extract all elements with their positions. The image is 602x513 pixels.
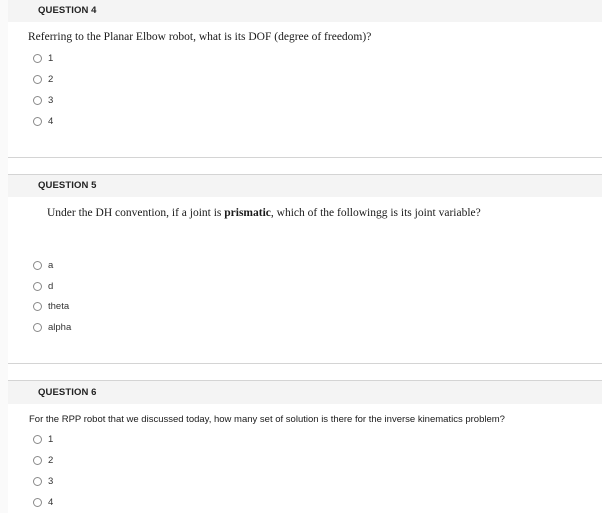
- option-label: 1: [48, 52, 54, 64]
- prompt-bold-term: prismatic: [224, 207, 271, 219]
- radio-button[interactable]: [33, 282, 42, 291]
- radio-button[interactable]: [33, 323, 42, 332]
- separator: [8, 363, 602, 364]
- option-label: d: [48, 280, 54, 292]
- question-4-option-3[interactable]: [33, 93, 53, 107]
- question-6-header-band: [8, 380, 602, 404]
- separator: [8, 157, 602, 158]
- question-5-option-theta[interactable]: [33, 299, 69, 313]
- question-6-heading: QUESTION 6: [38, 387, 97, 398]
- option-label: 3: [48, 475, 54, 487]
- option-label: 4: [48, 496, 54, 508]
- radio-button[interactable]: [33, 96, 42, 105]
- question-6-option-1[interactable]: [33, 432, 53, 446]
- question-6-option-2[interactable]: [33, 453, 53, 467]
- option-label: 3: [48, 94, 54, 106]
- option-label: 2: [48, 454, 54, 466]
- question-5-heading: QUESTION 5: [38, 180, 97, 191]
- radio-button[interactable]: [33, 477, 42, 486]
- radio-button[interactable]: [33, 54, 42, 63]
- option-label: theta: [48, 300, 70, 312]
- radio-button[interactable]: [33, 75, 42, 84]
- question-4-prompt: Referring to the Planar Elbow robot, what is its DOF (degree of freedom)?: [28, 31, 372, 43]
- option-label: 1: [48, 433, 54, 445]
- question-4-option-2[interactable]: [33, 72, 53, 86]
- question-6-option-3[interactable]: [33, 474, 53, 488]
- radio-button[interactable]: [33, 498, 42, 507]
- question-5-header-band: [8, 174, 602, 197]
- prompt-text-after: , which of the followingg is its joint variable?: [270, 207, 481, 219]
- question-6-option-4[interactable]: [33, 495, 53, 509]
- question-5-prompt: [47, 207, 481, 219]
- option-label: alpha: [48, 321, 72, 333]
- question-5-option-a[interactable]: [33, 258, 53, 272]
- radio-button[interactable]: [33, 435, 42, 444]
- question-5-option-alpha[interactable]: [33, 320, 71, 334]
- question-4-heading: QUESTION 4: [38, 5, 97, 16]
- radio-button[interactable]: [33, 117, 42, 126]
- option-label: 4: [48, 115, 54, 127]
- separator: [8, 380, 602, 381]
- question-4-option-4[interactable]: [33, 114, 53, 128]
- question-5-option-d[interactable]: [33, 279, 53, 293]
- radio-button[interactable]: [33, 456, 42, 465]
- prompt-text-before: Under the DH convention, if a joint is: [47, 207, 225, 219]
- option-label: a: [48, 259, 54, 271]
- question-6-prompt: For the RPP robot that we discussed today, how many set of solution is there for the inverse kinematics problem?: [29, 414, 505, 425]
- left-gutter: [0, 0, 8, 513]
- radio-button[interactable]: [33, 302, 42, 311]
- separator: [8, 174, 602, 175]
- question-4-option-1[interactable]: [33, 51, 53, 65]
- option-label: 2: [48, 73, 54, 85]
- radio-button[interactable]: [33, 261, 42, 270]
- question-4-header-band: [8, 0, 602, 22]
